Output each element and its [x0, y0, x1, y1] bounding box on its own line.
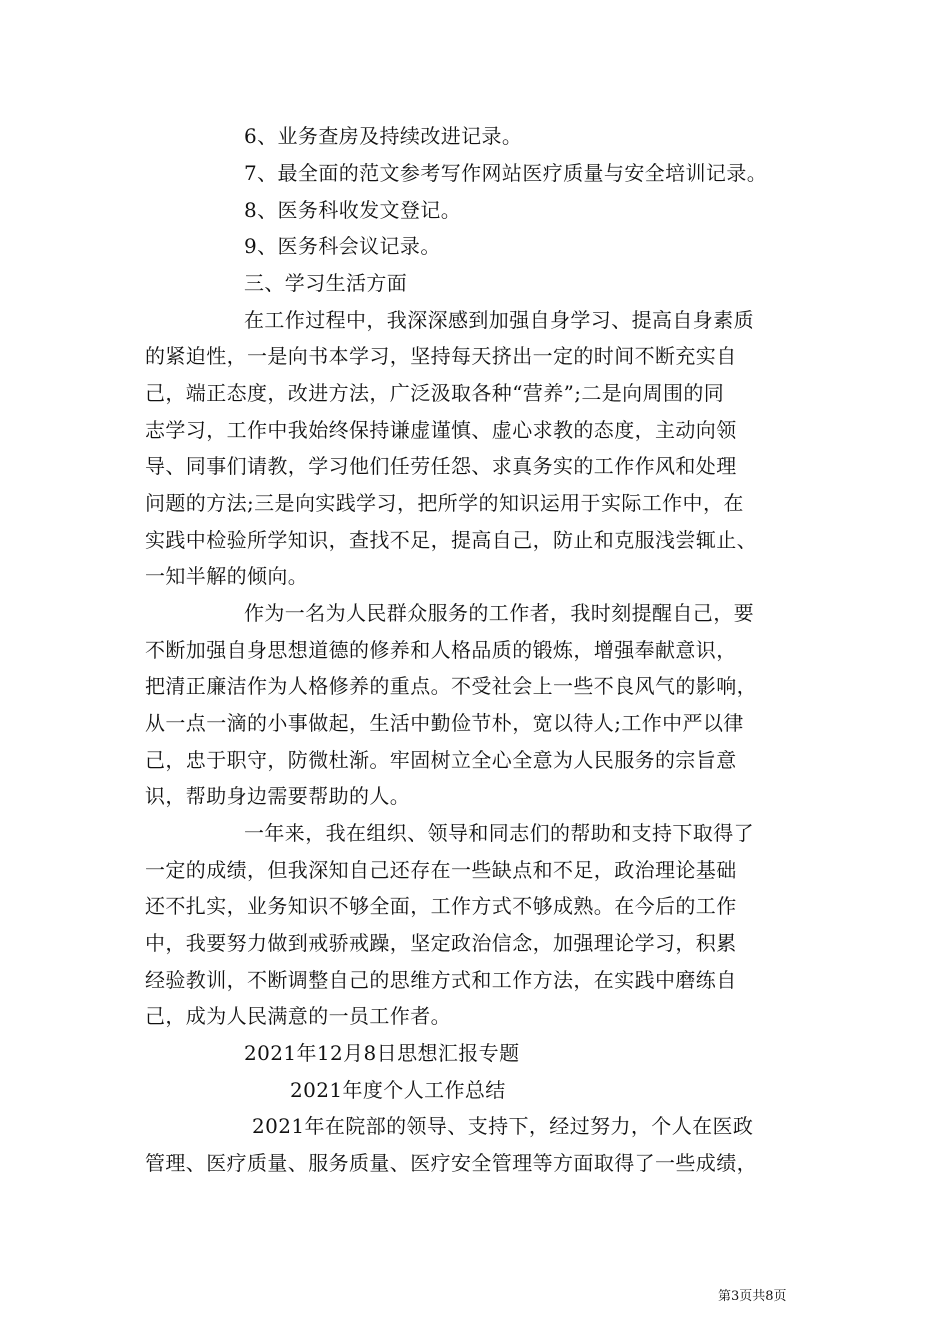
paragraph-line: 识，帮助身边需要帮助的人。	[145, 784, 411, 808]
list-item-6: 6、业务查房及持续改进记录。	[244, 124, 523, 148]
list-item-7: 7、最全面的范文参考写作网站医疗质量与安全培训记录。	[244, 161, 768, 185]
paragraph-line: 问题的方法;三是向实践学习，把所学的知识运用于实际工作中，在	[145, 491, 744, 515]
paragraph-line: 中，我要努力做到戒骄戒躁，坚定政治信念，加强理论学习，积累	[145, 931, 737, 955]
section-title: 2021年度个人工作总结	[290, 1078, 506, 1102]
date-heading: 2021年12月8日思想汇报专题	[244, 1041, 520, 1065]
section-heading: 三、学习生活方面	[244, 271, 408, 295]
paragraph-line: 一定的成绩，但我深知自己还存在一些缺点和不足，政治理论基础	[145, 858, 737, 882]
paragraph-line: 2021年在院部的领导、支持下，经过努力，个人在医政	[252, 1114, 754, 1138]
paragraph-line: 一年来，我在组织、领导和同志们的帮助和支持下取得了	[244, 821, 754, 845]
paragraph-line: 志学习，工作中我始终保持谦虚谨慎、虚心求教的态度，主动向领	[145, 418, 737, 442]
paragraph-line: 经验教训，不断调整自己的思维方式和工作方法，在实践中磨练自	[145, 968, 737, 992]
paragraph-line: 己，端正态度，改进方法，广泛汲取各种“营养”;二是向周围的同	[145, 381, 725, 405]
paragraph-line: 不断加强自身思想道德的修养和人格品质的锻炼，增强奉献意识，	[145, 638, 737, 662]
paragraph-line: 从一点一滴的小事做起，生活中勤俭节朴，宽以待人;工作中严以律	[145, 711, 744, 735]
paragraph-line: 在工作过程中，我深深感到加强自身学习、提高自身素质	[244, 308, 754, 332]
paragraph-line: 把清正廉洁作为人格修养的重点。不受社会上一些不良风气的影响，	[145, 674, 757, 698]
paragraph-line: 己，忠于职守，防微杜渐。牢固树立全心全意为人民服务的宗旨意	[145, 748, 737, 772]
page-number: 第3页共8页	[718, 1289, 787, 1304]
paragraph-line: 管理、医疗质量、服务质量、医疗安全管理等方面取得了一些成绩，	[145, 1151, 757, 1175]
paragraph-line: 一知半解的倾向。	[145, 564, 309, 588]
paragraph-line: 作为一名为人民群众服务的工作者，我时刻提醒自己，要	[244, 601, 754, 625]
list-item-8: 8、医务科收发文登记。	[244, 198, 462, 222]
paragraph-line: 还不扎实，业务知识不够全面，工作方式不够成熟。在今后的工作	[145, 894, 737, 918]
paragraph-line: 己，成为人民满意的一员工作者。	[145, 1004, 451, 1028]
paragraph-line: 导、同事们请教，学习他们任劳任怨、求真务实的工作作风和处理	[145, 454, 737, 478]
paragraph-line: 实践中检验所学知识，查找不足，提高自己，防止和克服浅尝辄止、	[145, 528, 757, 552]
paragraph-line: 的紧迫性，一是向书本学习，坚持每天挤出一定的时间不断充实自	[145, 344, 737, 368]
list-item-9: 9、医务科会议记录。	[244, 234, 441, 258]
